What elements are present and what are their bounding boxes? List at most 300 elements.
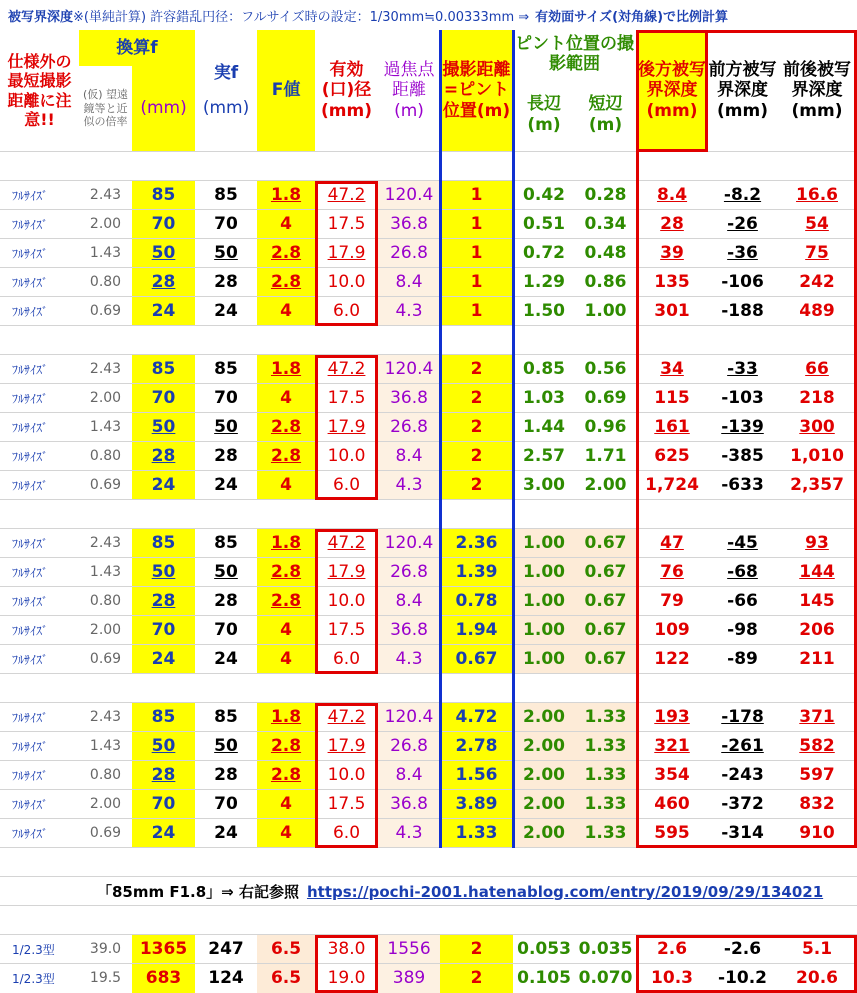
long-side-cell: 1.00: [513, 558, 575, 587]
spacer-cell: [132, 848, 195, 877]
spacer-cell: [132, 906, 195, 935]
distance-cell: 0.78: [440, 587, 513, 616]
total-dof-cell: 2,357: [777, 471, 857, 500]
fnumber-cell: 4: [257, 384, 315, 413]
equiv-focal-cell: 50: [132, 558, 195, 587]
hyperfocal-cell: 36.8: [378, 790, 440, 819]
reference-row: [0, 877, 857, 906]
hyperfocal-cell: 36.8: [378, 616, 440, 645]
table-row: [0, 181, 857, 210]
table-row: [0, 297, 857, 326]
distance-cell: 1: [440, 268, 513, 297]
sensor-cell: ﾌﾙｻｲｽﾞ: [0, 181, 79, 210]
spacer-row: [0, 152, 857, 181]
long-side-cell: 0.105: [513, 964, 575, 993]
magnification-cell: 0.80: [79, 268, 132, 297]
spacer-cell: [513, 326, 575, 355]
spacer-cell: [440, 500, 513, 529]
total-dof-cell: 66: [777, 355, 857, 384]
hyperfocal-cell: 26.8: [378, 413, 440, 442]
rear-dof-cell: 460: [636, 790, 708, 819]
equiv-focal-cell: 24: [132, 819, 195, 848]
table-row: [0, 587, 857, 616]
short-side-cell: 0.070: [575, 964, 636, 993]
sensor-cell: ﾌﾙｻｲｽﾞ: [0, 268, 79, 297]
fnumber-cell: 1.8: [257, 355, 315, 384]
hyperfocal-cell: 26.8: [378, 558, 440, 587]
spacer-cell: [0, 906, 79, 935]
magnification-cell: 1.43: [79, 239, 132, 268]
table-row: [0, 790, 857, 819]
hyperfocal-cell: 4.3: [378, 645, 440, 674]
distance-cell: 2.36: [440, 529, 513, 558]
hyperfocal-cell: 120.4: [378, 703, 440, 732]
table-row: [0, 558, 857, 587]
sensor-cell: 1/2.3型: [0, 935, 79, 964]
fnumber-cell: 2.8: [257, 558, 315, 587]
spacer-cell: [440, 326, 513, 355]
front-dof-cell: -633: [708, 471, 777, 500]
equiv-focal-cell: 50: [132, 732, 195, 761]
spacer-cell: [636, 674, 708, 703]
equiv-focal-cell: 70: [132, 790, 195, 819]
long-side-cell: 1.29: [513, 268, 575, 297]
rear-dof-cell: 1,724: [636, 471, 708, 500]
spacer-cell: [79, 906, 132, 935]
table-row: [0, 964, 857, 993]
spacer-cell: [0, 848, 79, 877]
hyperfocal-cell: 389: [378, 964, 440, 993]
real-focal-cell: 85: [195, 355, 257, 384]
total-dof-cell: 5.1: [777, 935, 857, 964]
ref-spacer: [0, 877, 79, 906]
real-focal-cell: 50: [195, 239, 257, 268]
spacer-cell: [636, 152, 708, 181]
distance-cell: 0.67: [440, 645, 513, 674]
short-side-cell: 1.33: [575, 790, 636, 819]
spacer-cell: [513, 152, 575, 181]
equiv-focal-cell: 70: [132, 210, 195, 239]
long-side-cell: 1.50: [513, 297, 575, 326]
table-row: [0, 645, 857, 674]
header-field-range: [513, 30, 636, 152]
aperture-cell: 17.9: [315, 558, 378, 587]
spacer-cell: [575, 848, 636, 877]
distance-cell: 1: [440, 297, 513, 326]
short-side-cell: 0.96: [575, 413, 636, 442]
rear-dof-cell: 8.4: [636, 181, 708, 210]
real-focal-cell: 70: [195, 384, 257, 413]
total-dof-cell: 242: [777, 268, 857, 297]
table-row: [0, 732, 857, 761]
total-dof-cell: 218: [777, 384, 857, 413]
spacer-cell: [708, 906, 777, 935]
spacer-cell: [315, 500, 378, 529]
spacer-cell: [777, 848, 857, 877]
fnumber-cell: 2.8: [257, 239, 315, 268]
aperture-cell: 6.0: [315, 819, 378, 848]
header-fnumber: F値: [257, 30, 315, 152]
header-aperture: 有効(口)径(mm): [321, 59, 372, 121]
spacer-cell: [708, 326, 777, 355]
total-dof-cell: 371: [777, 703, 857, 732]
spacer-cell: [440, 152, 513, 181]
magnification-cell: 0.69: [79, 471, 132, 500]
header-long-side: 長辺(m): [527, 94, 562, 135]
short-side-cell: 0.67: [575, 529, 636, 558]
long-side-cell: 2.57: [513, 442, 575, 471]
distance-cell: 2.78: [440, 732, 513, 761]
header-hyperfocal: 過焦点距離(m): [383, 59, 435, 121]
real-focal-cell: 24: [195, 645, 257, 674]
aperture-cell: 17.5: [315, 616, 378, 645]
distance-cell: 2: [440, 442, 513, 471]
fnumber-cell: 4: [257, 471, 315, 500]
spacer-cell: [315, 152, 378, 181]
spacer-cell: [195, 848, 257, 877]
spacer-cell: [440, 674, 513, 703]
table-row: [0, 529, 857, 558]
magnification-cell: 2.43: [79, 529, 132, 558]
table-row: [0, 384, 857, 413]
distance-cell: 1: [440, 181, 513, 210]
hyperfocal-cell: 8.4: [378, 761, 440, 790]
sensor-cell: ﾌﾙｻｲｽﾞ: [0, 645, 79, 674]
sensor-cell: ﾌﾙｻｲｽﾞ: [0, 529, 79, 558]
header-total-dof: 前後被写界深度(mm): [783, 59, 852, 121]
aperture-cell: 10.0: [315, 442, 378, 471]
spacer-cell: [378, 906, 440, 935]
short-side-cell: 0.86: [575, 268, 636, 297]
distance-cell: 2: [440, 355, 513, 384]
total-dof-cell: 75: [777, 239, 857, 268]
spacer-cell: [513, 906, 575, 935]
long-side-cell: 1.03: [513, 384, 575, 413]
spacer-cell: [440, 906, 513, 935]
spacer-cell: [257, 674, 315, 703]
magnification-cell: 2.43: [79, 355, 132, 384]
rear-dof-cell: 79: [636, 587, 708, 616]
magnification-cell: 2.00: [79, 210, 132, 239]
magnification-cell: 39.0: [79, 935, 132, 964]
header-distance: 撮影距離=ピント位置(m): [440, 30, 513, 152]
long-side-cell: 2.00: [513, 819, 575, 848]
total-dof-cell: 832: [777, 790, 857, 819]
aperture-cell: 19.0: [315, 964, 378, 993]
front-dof-cell: -10.2: [708, 964, 777, 993]
total-dof-cell: 20.6: [777, 964, 857, 993]
front-dof-cell: -33: [708, 355, 777, 384]
table-row: [0, 616, 857, 645]
equiv-focal-cell: 24: [132, 297, 195, 326]
table-row: [0, 268, 857, 297]
rear-dof-cell: 301: [636, 297, 708, 326]
magnification-cell: 1.43: [79, 558, 132, 587]
spacer-cell: [636, 500, 708, 529]
distance-left-line: [439, 30, 442, 848]
front-dof-cell: -2.6: [708, 935, 777, 964]
long-side-cell: 1.00: [513, 587, 575, 616]
spacer-cell: [513, 674, 575, 703]
fnumber-cell: 1.8: [257, 529, 315, 558]
equiv-focal-cell: 1365: [132, 935, 195, 964]
rear-dof-cell: 161: [636, 413, 708, 442]
total-dof-cell: 597: [777, 761, 857, 790]
total-dof-cell: 16.6: [777, 181, 857, 210]
total-dof-cell: 582: [777, 732, 857, 761]
sensor-cell: ﾌﾙｻｲｽﾞ: [0, 790, 79, 819]
short-side-cell: 0.035: [575, 935, 636, 964]
spacer-cell: [777, 326, 857, 355]
rear-dof-cell: 109: [636, 616, 708, 645]
hyperfocal-cell: 120.4: [378, 529, 440, 558]
hyperfocal-cell: 1556: [378, 935, 440, 964]
long-side-cell: 2.00: [513, 761, 575, 790]
sensor-cell: ﾌﾙｻｲｽﾞ: [0, 471, 79, 500]
table-row: [0, 442, 857, 471]
long-side-cell: 0.42: [513, 181, 575, 210]
distance-cell: 1.94: [440, 616, 513, 645]
front-dof-cell: -66: [708, 587, 777, 616]
spacer-cell: [708, 674, 777, 703]
magnification-cell: 1.43: [79, 732, 132, 761]
spacer-cell: [132, 326, 195, 355]
sensor-cell: ﾌﾙｻｲｽﾞ: [0, 558, 79, 587]
real-focal-cell: 70: [195, 616, 257, 645]
front-dof-cell: -372: [708, 790, 777, 819]
table-row: [0, 210, 857, 239]
spacer-cell: [378, 848, 440, 877]
sensor-cell: ﾌﾙｻｲｽﾞ: [0, 384, 79, 413]
spacer-cell: [708, 152, 777, 181]
front-dof-cell: -8.2: [708, 181, 777, 210]
equiv-focal-cell: 24: [132, 471, 195, 500]
rear-dof-cell: 47: [636, 529, 708, 558]
spacer-cell: [636, 848, 708, 877]
rear-dof-cell: 2.6: [636, 935, 708, 964]
magnification-cell: 2.00: [79, 790, 132, 819]
front-dof-cell: -68: [708, 558, 777, 587]
real-focal-cell: 50: [195, 732, 257, 761]
reference-text: 「85mm F1.8」⇒ 右記参照: [97, 882, 299, 901]
short-side-cell: 1.00: [575, 297, 636, 326]
spacer-row: [0, 906, 857, 935]
front-dof-cell: -45: [708, 529, 777, 558]
table-row: [0, 761, 857, 790]
header-equiv-focal-label: 換算f: [116, 37, 158, 58]
distance-cell: 2: [440, 935, 513, 964]
equiv-focal-cell: 50: [132, 413, 195, 442]
aperture-cell: 6.0: [315, 471, 378, 500]
fnumber-cell: 1.8: [257, 181, 315, 210]
spacer-cell: [132, 500, 195, 529]
fnumber-cell: 6.5: [257, 935, 315, 964]
reference-link[interactable]: https://pochi-2001.hatenablog.com/entry/2019/09/29/134021: [306, 882, 824, 901]
long-side-cell: 1.00: [513, 616, 575, 645]
magnification-cell: 2.43: [79, 181, 132, 210]
rear-dof-cell: 10.3: [636, 964, 708, 993]
equiv-focal-cell: 85: [132, 703, 195, 732]
long-side-cell: 0.72: [513, 239, 575, 268]
table-row: [0, 703, 857, 732]
front-dof-cell: -314: [708, 819, 777, 848]
real-focal-cell: 85: [195, 529, 257, 558]
hyperfocal-cell: 8.4: [378, 268, 440, 297]
fnumber-cell: 4: [257, 819, 315, 848]
spacer-row: [0, 326, 857, 355]
front-dof-cell: -188: [708, 297, 777, 326]
spacer-cell: [378, 500, 440, 529]
hyperfocal-cell: 36.8: [378, 384, 440, 413]
equiv-focal-cell: 28: [132, 442, 195, 471]
short-side-cell: 0.69: [575, 384, 636, 413]
aperture-cell: 10.0: [315, 268, 378, 297]
rear-dof-cell: 135: [636, 268, 708, 297]
spacer-cell: [575, 152, 636, 181]
hyperfocal-cell: 4.3: [378, 297, 440, 326]
magnification-cell: 2.00: [79, 384, 132, 413]
spacer-cell: [257, 906, 315, 935]
header-field-range-label: ピント位置の撮影範囲: [515, 33, 635, 74]
spacer-cell: [0, 152, 79, 181]
hyperfocal-cell: 4.3: [378, 819, 440, 848]
spacer-cell: [777, 500, 857, 529]
sensor-cell: ﾌﾙｻｲｽﾞ: [0, 587, 79, 616]
aperture-cell: 47.2: [315, 529, 378, 558]
real-focal-cell: 50: [195, 413, 257, 442]
hyperfocal-cell: 120.4: [378, 355, 440, 384]
rear-dof-cell: 115: [636, 384, 708, 413]
magnification-cell: 2.43: [79, 703, 132, 732]
rear-dof-cell: 625: [636, 442, 708, 471]
long-side-cell: 3.00: [513, 471, 575, 500]
spacer-cell: [777, 906, 857, 935]
equiv-focal-cell: 85: [132, 529, 195, 558]
sensor-cell: ﾌﾙｻｲｽﾞ: [0, 355, 79, 384]
real-focal-cell: 70: [195, 210, 257, 239]
rear-dof-cell: 34: [636, 355, 708, 384]
distance-cell: 1.56: [440, 761, 513, 790]
hyperfocal-cell: 36.8: [378, 210, 440, 239]
header-equiv-focal-unit: (mm): [140, 98, 187, 119]
distance-cell: 4.72: [440, 703, 513, 732]
short-side-cell: 0.48: [575, 239, 636, 268]
real-focal-cell: 85: [195, 181, 257, 210]
fnumber-cell: 2.8: [257, 587, 315, 616]
hyperfocal-cell: 8.4: [378, 587, 440, 616]
spacer-cell: [79, 500, 132, 529]
sensor-cell: ﾌﾙｻｲｽﾞ: [0, 297, 79, 326]
short-side-cell: 1.33: [575, 703, 636, 732]
long-side-cell: 2.00: [513, 732, 575, 761]
spacer-cell: [315, 326, 378, 355]
table-row: [0, 413, 857, 442]
header-front-dof: 前方被写界深度(mm): [708, 59, 777, 121]
real-focal-cell: 28: [195, 268, 257, 297]
spacer-cell: [777, 152, 857, 181]
total-dof-cell: 54: [777, 210, 857, 239]
table-row: [0, 355, 857, 384]
short-side-cell: 0.67: [575, 616, 636, 645]
aperture-cell: 17.5: [315, 790, 378, 819]
distance-cell: 1: [440, 210, 513, 239]
spacer-cell: [315, 848, 378, 877]
spacer-cell: [257, 152, 315, 181]
fnumber-cell: 4: [257, 616, 315, 645]
spacer-cell: [195, 326, 257, 355]
front-dof-cell: -139: [708, 413, 777, 442]
title-method: 有効面サイズ(対角線)で比例計算: [535, 9, 729, 25]
long-side-cell: 1.00: [513, 529, 575, 558]
rear-dof-cell: 354: [636, 761, 708, 790]
real-focal-cell: 85: [195, 703, 257, 732]
real-focal-cell: 24: [195, 471, 257, 500]
long-side-cell: 1.44: [513, 413, 575, 442]
fnumber-cell: 2.8: [257, 761, 315, 790]
rear-dof-cell: 122: [636, 645, 708, 674]
spacer-cell: [378, 326, 440, 355]
front-dof-cell: -261: [708, 732, 777, 761]
magnification-cell: 0.69: [79, 645, 132, 674]
distance-cell: 3.89: [440, 790, 513, 819]
hyperfocal-cell: 4.3: [378, 471, 440, 500]
fnumber-cell: 4: [257, 210, 315, 239]
equiv-focal-cell: 50: [132, 239, 195, 268]
spacer-cell: [195, 906, 257, 935]
short-side-cell: 0.28: [575, 181, 636, 210]
spacer-cell: [195, 500, 257, 529]
front-dof-cell: -243: [708, 761, 777, 790]
sensor-cell: ﾌﾙｻｲｽﾞ: [0, 442, 79, 471]
equiv-focal-cell: 28: [132, 268, 195, 297]
short-side-cell: 2.00: [575, 471, 636, 500]
front-dof-cell: -98: [708, 616, 777, 645]
total-dof-cell: 144: [777, 558, 857, 587]
spacer-cell: [708, 848, 777, 877]
hyperfocal-cell: 8.4: [378, 442, 440, 471]
table-row: [0, 819, 857, 848]
distance-cell: 2: [440, 413, 513, 442]
total-dof-cell: 910: [777, 819, 857, 848]
magnification-cell: 0.80: [79, 442, 132, 471]
header-row: [0, 30, 857, 152]
aperture-cell: 6.0: [315, 297, 378, 326]
spacer-cell: [708, 500, 777, 529]
magnification-cell: 0.80: [79, 587, 132, 616]
spacer-cell: [79, 152, 132, 181]
rear-dof-cell: 28: [636, 210, 708, 239]
hyperfocal-cell: 26.8: [378, 239, 440, 268]
front-dof-cell: -178: [708, 703, 777, 732]
sensor-cell: ﾌﾙｻｲｽﾞ: [0, 210, 79, 239]
spacer-cell: [79, 326, 132, 355]
front-dof-cell: -385: [708, 442, 777, 471]
front-dof-cell: -106: [708, 268, 777, 297]
real-focal-cell: 24: [195, 297, 257, 326]
fnumber-cell: 4: [257, 790, 315, 819]
magnification-cell: 0.69: [79, 819, 132, 848]
spacer-cell: [195, 152, 257, 181]
header-short-side: 短辺(m): [588, 94, 623, 135]
fnumber-cell: 2.8: [257, 413, 315, 442]
spacer-cell: [513, 500, 575, 529]
total-dof-cell: 300: [777, 413, 857, 442]
spacer-cell: [575, 674, 636, 703]
front-dof-cell: -36: [708, 239, 777, 268]
long-side-cell: 2.00: [513, 790, 575, 819]
spacer-cell: [0, 674, 79, 703]
magnification-cell: 2.00: [79, 616, 132, 645]
